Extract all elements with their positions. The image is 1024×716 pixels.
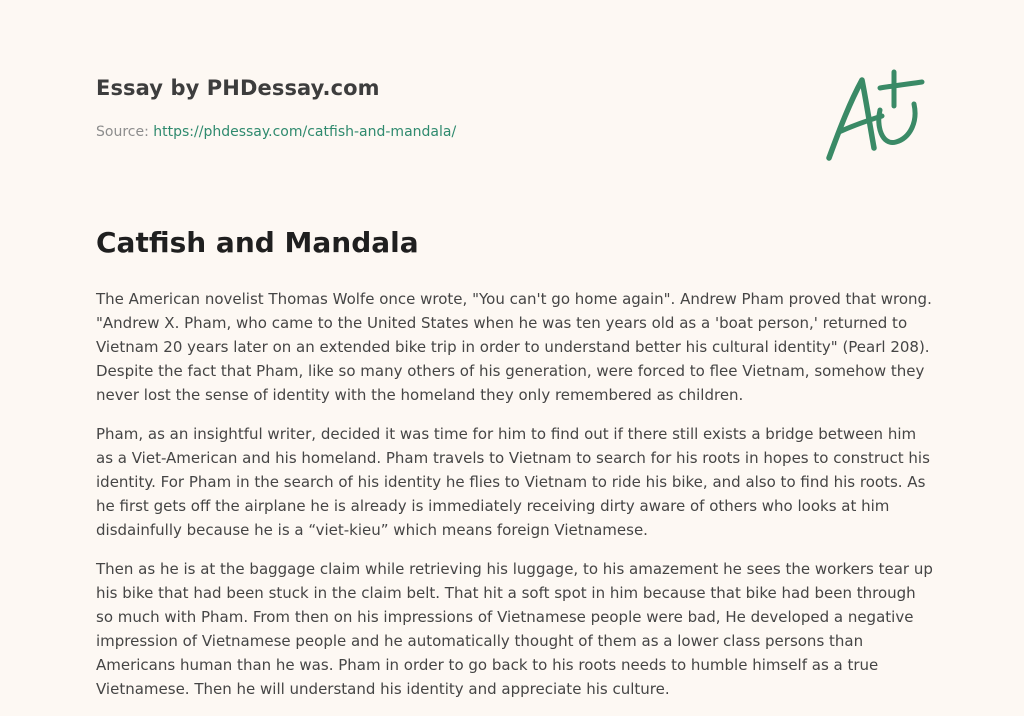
essay-body xyxy=(96,287,936,716)
essay-paragraph: Pham, as an insightful writer, decided it was time for him to find out if there still exists a bridge between him as a Viet-American and his homeland. Pham travels to Vietnam to search for his roots in hopes to construct his identity. For Pham in the search of his identity he flies to Vietnam to ride his bike, and also to find his roots. As he first gets off the airplane he is already is immediately receiving dirty aware of others who looks at him disdainfully because he is a “viet-kieu” which means foreign Vietnamese. xyxy=(96,425,930,539)
source-label: Source: xyxy=(96,124,154,140)
site-brand: Essay by PHDessay.com xyxy=(96,76,380,100)
source-link[interactable]: https://phdessay.com/catfish-and-mandala/ xyxy=(153,124,457,140)
essay-paragraph: Then as he is at the baggage claim while retrieving his luggage, to his amazement he sees the workers tear up his bike that had been stuck in the claim belt. That hit a soft spot in him because that bike had been through so much with Pham. From then on his impressions of Vietnamese people were bad, He developed a negative impression of Vietnamese people and he automatically thought of them as a lower class persons than Americans human than he was. Pham in order to go back to his roots needs to humble himself as a true Vietnamese. Then he will understand his identity and appreciate his culture. xyxy=(96,560,933,698)
a-plus-logo-icon xyxy=(820,66,928,166)
source-line xyxy=(96,124,456,140)
essay-paragraph: The American novelist Thomas Wolfe once wrote, "You can't go home again". Andrew Pham proved that wrong. "Andrew X. Pham, who came to the United States when he was ten years old as a 'boat person,' returned to Vietnam 20 years later on an extended bike trip in order to understand better his cultural identity" (Pearl 208). Despite the fact that Pham, like so many others of his generation, were forced to flee Vietnam, somehow they never lost the sense of identity with the homeland they only remembered as children. xyxy=(96,290,932,404)
essay-title: Catfish and Mandala xyxy=(96,226,419,259)
